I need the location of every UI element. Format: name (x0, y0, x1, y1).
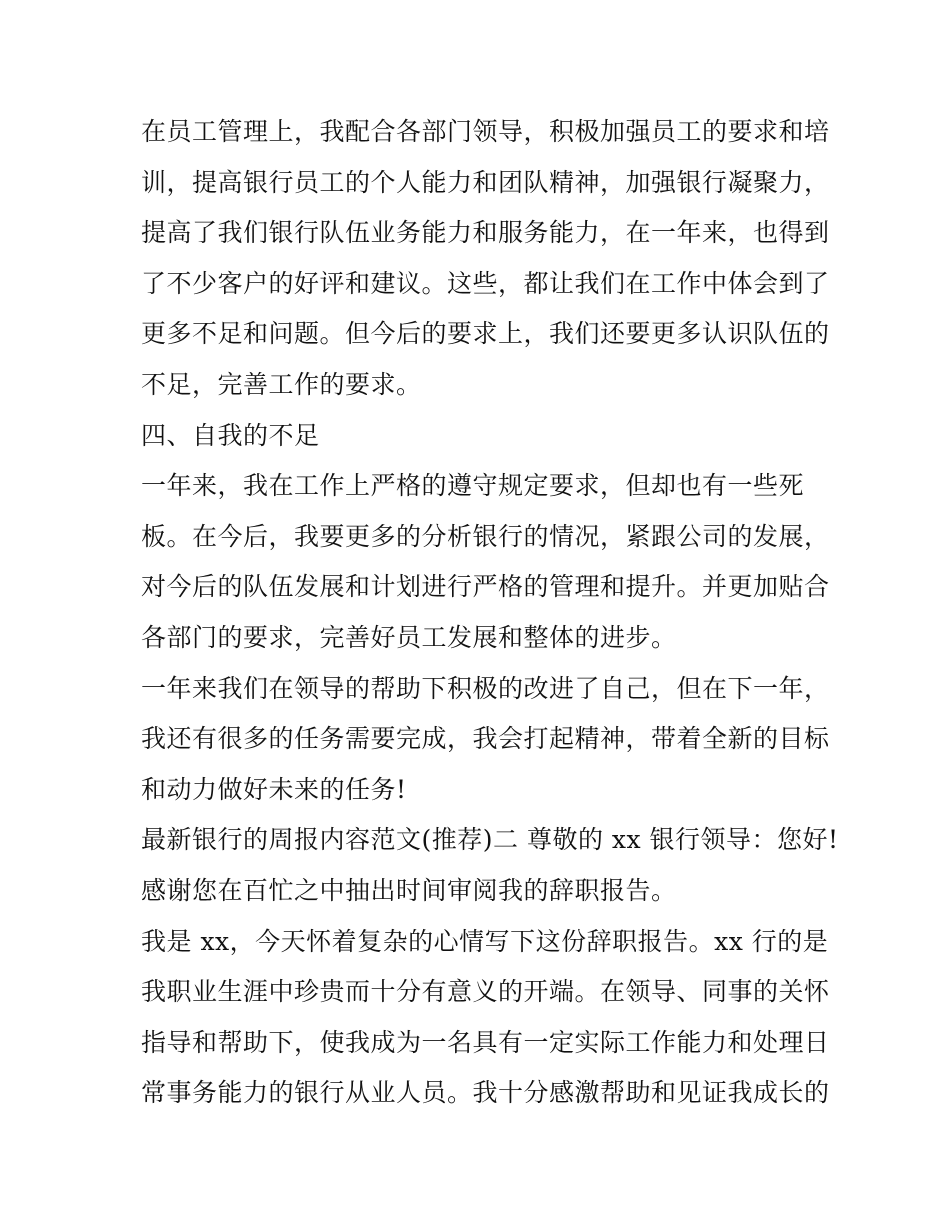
section-heading: 四、自我的不足 (141, 420, 320, 450)
document-body (141, 107, 839, 1119)
text-line: 训，提高银行员工的个人能力和团队精神，加强银行凝聚力， (141, 167, 830, 197)
text-line: 我还有很多的任务需要完成，我会打起精神，带着全新的目标 (141, 724, 830, 754)
text-line: 感谢您在百忙之中抽出时间审阅我的辞职报告。 (141, 875, 677, 905)
text-line: 提高了我们银行队伍业务能力和服务能力，在一年来，也得到 (141, 218, 830, 248)
text-line: 指导和帮助下，使我成为一名具有一定实际工作能力和处理日 (141, 1027, 830, 1057)
text-line: 对今后的队伍发展和计划进行严格的管理和提升。并更加贴合 (141, 572, 830, 602)
text-line: 更多不足和问题。但今后的要求上，我们还要更多认识队伍的 (141, 319, 830, 349)
text-line: 一年来，我在工作上严格的遵守规定要求，但却也有一些死 (141, 471, 805, 501)
text-line: 我职业生涯中珍贵而十分有意义的开端。在领导、同事的关怀 (141, 977, 830, 1007)
text-line: 最新银行的周报内容范文(推荐)二 尊敬的 xx 银行领导：您好! (141, 825, 839, 855)
text-line: 了不少客户的好评和建议。这些，都让我们在工作中体会到了 (141, 268, 830, 298)
text-line: 一年来我们在领导的帮助下积极的改进了自己，但在下一年， (141, 673, 830, 703)
text-line: 各部门的要求，完善好员工发展和整体的进步。 (141, 622, 677, 652)
text-line: 我是 xx，今天怀着复杂的心情写下这份辞职报告。xx 行的是 (141, 926, 829, 956)
text-line: 板。在今后，我要更多的分析银行的情况，紧跟公司的发展， (141, 521, 830, 551)
text-line: 不足，完善工作的要求。 (141, 369, 422, 399)
text-line: 和动力做好未来的任务! (141, 774, 407, 804)
text-line: 常事务能力的银行从业人员。我十分感激帮助和见证我成长的 (141, 1078, 830, 1108)
text-line: 在员工管理上，我配合各部门领导，积极加强员工的要求和培 (141, 117, 830, 146)
